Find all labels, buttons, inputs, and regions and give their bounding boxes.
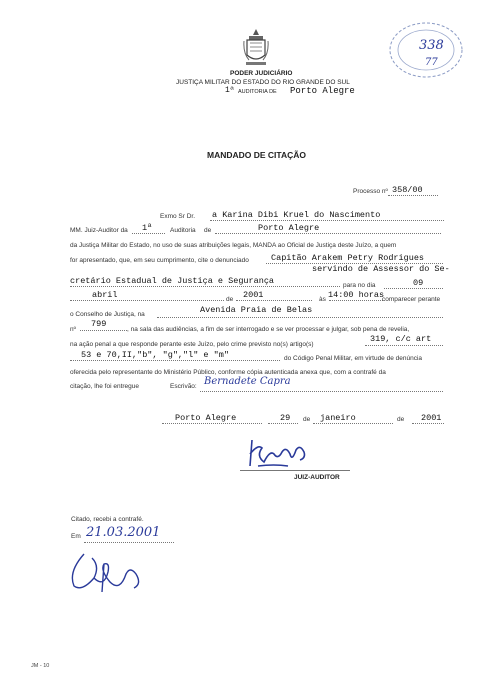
appearance-month: abril bbox=[92, 290, 118, 300]
date-de-2: de bbox=[397, 416, 405, 423]
year-de-label: de bbox=[226, 296, 234, 303]
judge-signature bbox=[244, 436, 314, 472]
appearance-year: 2001 bbox=[243, 290, 264, 300]
receipt-date: 21.03.2001 bbox=[86, 525, 161, 540]
address-number: 799 bbox=[91, 319, 107, 329]
defendant-role-cont: cretário Estadual de Justiça e Segurança bbox=[70, 276, 275, 286]
date-city: Porto Alegre bbox=[175, 413, 237, 423]
auditoria-label: AUDITORIA DE bbox=[238, 89, 277, 95]
page-title: MANDADO DE CITAÇÃO bbox=[207, 150, 307, 160]
crime-articles: 319, c/c art bbox=[370, 334, 432, 344]
body-line-12: citação, lhe foi entregue bbox=[70, 383, 140, 390]
appearance-day-label: para no dia bbox=[343, 282, 376, 289]
coat-of-arms-crest bbox=[243, 27, 269, 67]
judge-title: JUIZ-AUDITOR bbox=[294, 474, 340, 481]
clerk-signature: Bernadete Capra bbox=[204, 376, 291, 387]
stamp-sub: 77 bbox=[425, 57, 438, 68]
clerk-label: Escrivão: bbox=[170, 383, 197, 390]
body-line-8: , na sala das audiências, a fim de ser interrogado e se ver processar e julgar, sob pena de revelia, bbox=[127, 326, 410, 333]
date-month: janeiro bbox=[320, 413, 356, 423]
salutation-name: a Karina Dibi Kruel do Nascimento bbox=[212, 210, 381, 220]
city-de-label: de bbox=[204, 227, 212, 234]
auditoria-word: Auditoria bbox=[170, 227, 196, 234]
body-line-10: do Código Penal Militar, em virtude de denúncia bbox=[284, 355, 423, 362]
form-code: JM - 10 bbox=[31, 663, 50, 669]
appearance-day: 09 bbox=[413, 278, 424, 288]
date-day: 29 bbox=[280, 413, 291, 423]
court-name: PODER JUDICIÁRIO bbox=[230, 70, 293, 77]
protocol-stamp bbox=[381, 15, 471, 85]
military-justice-line: JUSTIÇA MILITAR DO ESTADO DO RIO GRANDE DO SUL bbox=[176, 79, 350, 86]
body-line-4-prefix: for apresentado, que, em seu cumprimento, cite o denunciado bbox=[70, 257, 249, 264]
at-label: às bbox=[319, 296, 326, 303]
date-de-1: de bbox=[303, 416, 311, 423]
defendant-role: servindo de Assessor do Se- bbox=[312, 264, 450, 274]
stamp-number: 338 bbox=[419, 38, 444, 53]
body-line-3: da Justiça Militar do Estado, no uso de suas atribuições legais, MANDA ao Oficial de Justiça deste Juízo, a quem bbox=[70, 242, 397, 249]
salutation: Exmo Sr Dr. bbox=[160, 213, 196, 220]
hearing-address: Avenida Praia de Belas bbox=[200, 305, 313, 315]
crime-articles-cont: 53 e 70,II,"b", "g","l" e "m" bbox=[81, 350, 229, 360]
judge-auditor-label: MM. Juiz-Auditor da bbox=[70, 227, 128, 234]
auditoria-ordinal: 1ª bbox=[142, 223, 153, 233]
body-line-11: oferecida pelo representante do Ministério Público, conforme cópia autenticada anexa que, com a contrafé da bbox=[70, 369, 386, 376]
appearance-time: 14:00 horas bbox=[328, 290, 385, 300]
process-label: Processo nº bbox=[353, 188, 388, 195]
body-line-9: na ação penal a que responde perante este Juízo, pelo crime previsto no(s) artigo(s) bbox=[70, 341, 314, 348]
auditoria-number: 1ª bbox=[225, 86, 235, 95]
defendant-signature bbox=[64, 548, 164, 598]
receipt-label: Citado, recebi a contrafé. bbox=[71, 516, 144, 523]
date-year: 2001 bbox=[421, 413, 442, 423]
auditoria-city-field: Porto Alegre bbox=[258, 223, 320, 233]
appear-before-label: comparecer perante bbox=[382, 296, 441, 303]
defendant-name: Capitão Arakem Petry Rodrigues bbox=[271, 253, 425, 263]
process-value: 358/00 bbox=[392, 185, 423, 195]
auditoria-city: Porto Alegre bbox=[290, 86, 355, 96]
receipt-em: Em bbox=[71, 533, 81, 540]
number-label: nº bbox=[70, 326, 76, 333]
council-label: o Conselho de Justiça, na bbox=[70, 311, 145, 318]
